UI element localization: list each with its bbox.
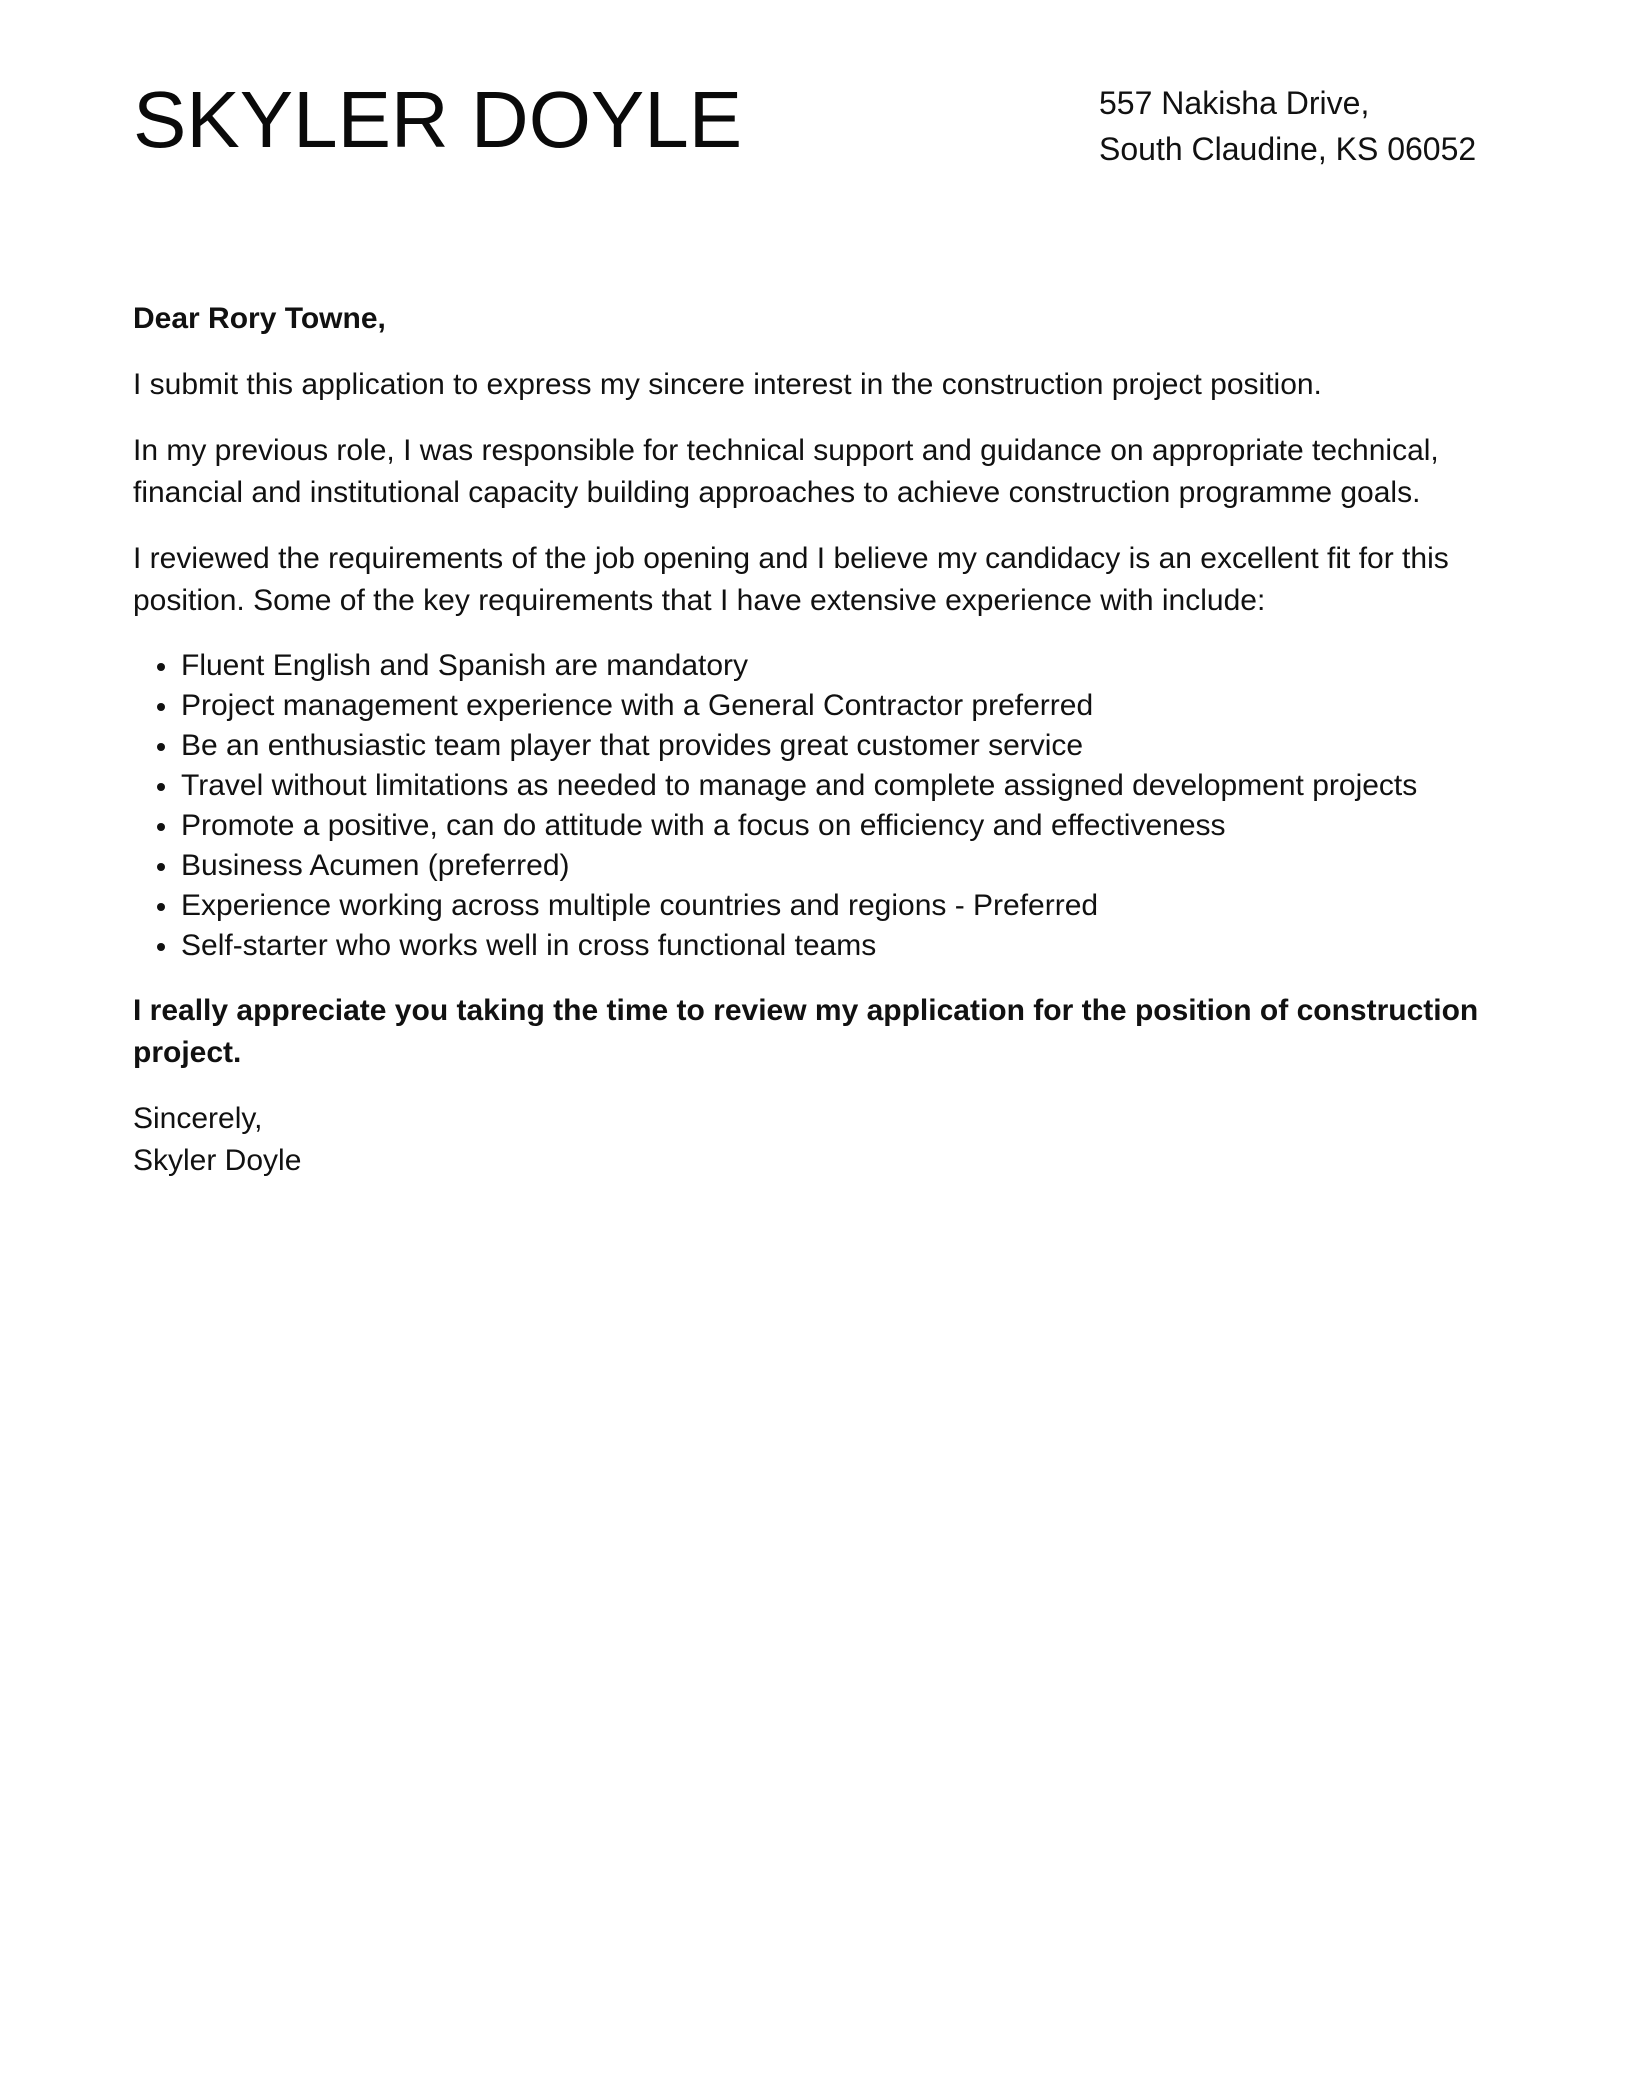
requirements-intro-paragraph: I reviewed the requirements of the job opening and I believe my candidacy is an excellent fit for this position. Some of the key requirements that I have extensive experience with include: <box>133 542 1449 617</box>
list-item: Business Acumen (preferred) <box>181 846 1499 886</box>
intro-paragraph: I submit this application to express my sincere interest in the construction project position. <box>133 368 1322 401</box>
applicant-address <box>1099 80 1499 172</box>
cover-letter-page <box>133 72 1499 1177</box>
requirements-list <box>133 646 1499 966</box>
list-item: Travel without limitations as needed to manage and complete assigned development projects <box>181 766 1499 806</box>
list-item: Self-starter who works well in cross functional teams <box>181 926 1499 966</box>
closing-paragraph: I really appreciate you taking the time to review my application for the position of construction project. <box>133 994 1479 1069</box>
list-item: Experience working across multiple countries and regions - Preferred <box>181 886 1499 926</box>
greeting: Dear Rory Towne, <box>133 302 386 335</box>
address-line-1: 557 Nakisha Drive, <box>1099 85 1370 121</box>
signoff-text: Sincerely, <box>133 1102 263 1135</box>
list-item: Fluent English and Spanish are mandatory <box>181 646 1499 686</box>
signoff-block <box>133 1098 1499 1182</box>
address-line-2: South Claudine, KS 06052 <box>1099 131 1477 167</box>
list-item: Promote a positive, can do attitude with a focus on efficiency and effectiveness <box>181 806 1499 846</box>
list-item: Be an enthusiastic team player that provides great customer service <box>181 726 1499 766</box>
signature-name: Skyler Doyle <box>133 1144 302 1177</box>
letter-body <box>133 298 1499 1182</box>
previous-role-paragraph: In my previous role, I was responsible for technical support and guidance on appropriate technical, financial and institutional capacity building approaches to achieve construction programme goals. <box>133 434 1439 509</box>
letter-header <box>133 72 1499 222</box>
applicant-name: SKYLER DOYLE <box>133 75 743 164</box>
list-item: Project management experience with a General Contractor preferred <box>181 686 1499 726</box>
